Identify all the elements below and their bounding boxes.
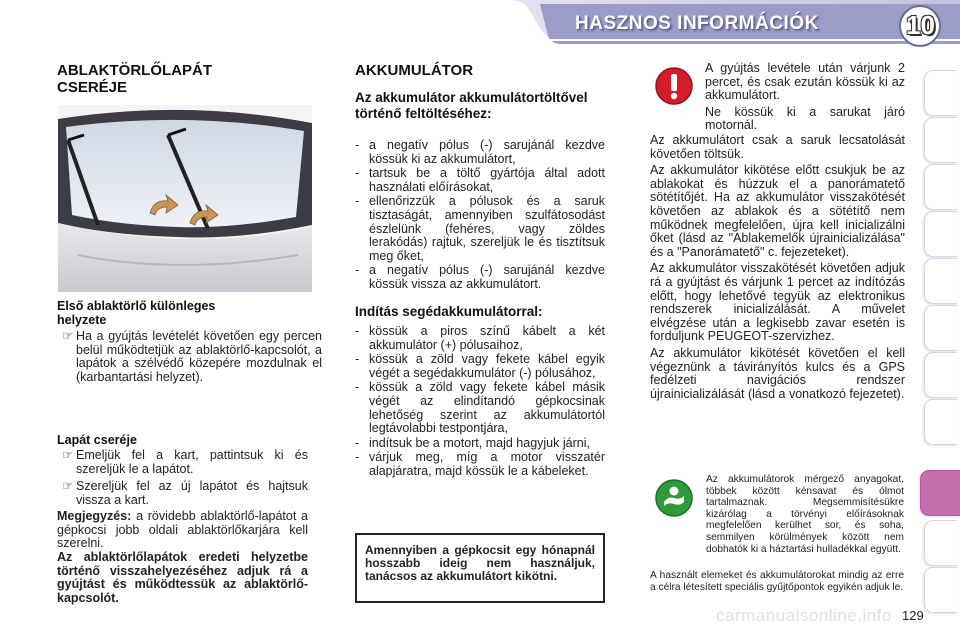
environment-note: Az akkumulátorok mérgező anyagokat, többek között kénsavat és ólmot tartalmaznak. Megsemmisítésükre kizárólag a törvényi előírásoknak megfelelően kerülhet sor, és soha, semmilyen körülmények között nem dobhatók ki a háztartási hulladékkal együtt.: [706, 474, 904, 555]
chapter-tab[interactable]: [924, 211, 957, 257]
pointing-hand-icon: ☞: [62, 479, 74, 494]
battery-notes: Az akkumulátort csak a saruk lecsatolását követően töltsük. Az akkumulátor kikötése előtt csukjuk be az ablakokat és húzzuk el a panorámatető sötétítőjét. Ha az akkumulátor visszakötését követően az ablakok és a sötétítő nem működnek megfelelően, újra kell inicializálni őket (lásd az "Ablakemelők újrainicializálása" és a "Panorámatető" c. fejezeteket). Az akkumulátor visszakötését követően adjuk rá a gyújtást és várjunk 1 percet az indítózás előtt, hogy lehetővé tegyük az elektronikus rendszerek inicializálását. A művelet elvégzése után a legkisebb zavar esetén is forduljunk PEUGEOT-szervizhez. Az akkumulátor kikötését követően el kell végeznünk a távirányítós kulcs és a GPS fedélzeti navigációs rendszer újrainicializálását (lásd a vonatkozó fejezetet).: [650, 133, 905, 401]
list-item: - tartsuk be a töltő gyártója által adott használati előírásokat,: [355, 166, 605, 194]
chapter-number: 10: [906, 10, 935, 40]
list-item: - várjuk meg, míg a motor visszatér alapjáratra, majd kössük le a kábeleket.: [355, 450, 605, 478]
chapter-tab[interactable]: [924, 567, 957, 613]
list-item: - kössük a piros színű kábelt a két akkumulátor (+) pólusaihoz,: [355, 324, 605, 352]
list-item: ☞ Szereljük fel az új lapátot és hajtsuk vissza a kart.: [62, 479, 308, 507]
jump-start-list: [355, 325, 605, 480]
blade-change-heading: Lapát cseréje: [57, 433, 137, 447]
warning-text: A gyújtás levétele után várjunk 2 percet, és csak ezután kössük ki az akkumulátort. Ne kössük ki a sarukat járó motornál.: [705, 61, 905, 133]
chapter-tab[interactable]: [924, 117, 957, 163]
chapter-tab[interactable]: [924, 164, 957, 210]
page-number: 129: [902, 608, 924, 623]
environment-note-2: A használt elemeket és akkumulátorokat mindig az erre a célra létesített speciális gyűjtőpontok egyikén adjuk le.: [650, 570, 904, 593]
watermark: carmanualsonline.info: [716, 606, 892, 625]
closing-instruction: Az ablaktörlőlapátok eredeti helyzetbe történő visszahelyezéséhez adjuk rá a gyújtást és működtessük az ablaktörlő-kapcsolót.: [57, 550, 308, 605]
list-item: - kössük a zöld vagy fekete kábel egyik végét a segédakkumulátor (-) pólusához,: [355, 352, 605, 380]
front-wiper-bullet: ☞ Ha a gyújtás levételét követően egy percen belül működtetjük az ablaktörlő-kapcsolót, a lapátok a szélvédő közepére mozdulnak el (karbantartási helyzet).: [62, 329, 322, 384]
section-title-battery: AKKUMULÁTOR: [355, 62, 474, 79]
tip-box: [355, 533, 605, 603]
front-wiper-heading: Első ablaktörlő különleges helyzete: [57, 299, 216, 327]
exclamation-circle-icon: [654, 66, 694, 111]
recycle-hands-icon: [654, 478, 694, 523]
chapter-tab[interactable]: [924, 399, 957, 445]
list-item: - indítsuk be a motort, majd hagyjuk járni,: [355, 435, 590, 450]
blade-change-list: [62, 449, 308, 507]
chapter-tab-active[interactable]: [920, 470, 960, 516]
chapter-tab[interactable]: [924, 520, 957, 566]
list-item: ☞ Emeljük fel a kart, pattintsuk ki és szereljük le a lapátot.: [62, 448, 308, 476]
jump-start-heading: Indítás segédakkumulátorral:: [355, 304, 543, 319]
list-item: - ellenőrizzük a pólusok és a saruk tisztaságát, amennyiben szulfátosodást észlelünk (fehéres, vagy zöldes lerakódás) rajtuk, szereljük le és tisztítsuk meg őket,: [355, 194, 605, 263]
chapter-tab[interactable]: [924, 70, 957, 116]
charger-list: [355, 139, 605, 293]
page-header: [0, 0, 960, 52]
windscreen-wiper-illustration: [58, 105, 312, 292]
tip-text: Amennyiben a gépkocsit egy hónapnál hosszabb ideig nem használjuk, tanácsos az akkumulátort kikötni.: [365, 543, 595, 583]
list-item: - a negatív pólus (-) sarujánál kezdve kössük ki az akkumulátort,: [355, 138, 605, 166]
charger-heading: Az akkumulátor akkumulátortöltővel történő feltöltéséhez:: [355, 90, 588, 121]
pointing-hand-icon: ☞: [62, 448, 74, 462]
list-item: - kössük a zöld vagy fekete kábel másik végét az elindítandó gépkocsinak lehetőség szerint az akkumulátortól legtávolabbi testpontjára,: [355, 380, 605, 436]
list-item: - a negatív pólus (-) sarujánál kezdve kössük vissza az akkumulátort.: [355, 263, 605, 291]
pointing-hand-icon: ☞: [62, 329, 74, 343]
chapter-tab[interactable]: [924, 305, 957, 351]
chapter-tab[interactable]: [924, 258, 957, 304]
chapter-tab[interactable]: [924, 352, 957, 398]
page-title: HASZNOS INFORMÁCIÓK: [575, 13, 819, 34]
note-paragraph: Megjegyzés: a rövidebb ablaktörlő-lapátot a gépkocsi jobb oldali ablaktörlőkarjára kell szerelni.: [57, 509, 308, 551]
section-title-wiper: ABLAKTÖRLŐLAPÁT CSERÉJE: [57, 62, 212, 96]
